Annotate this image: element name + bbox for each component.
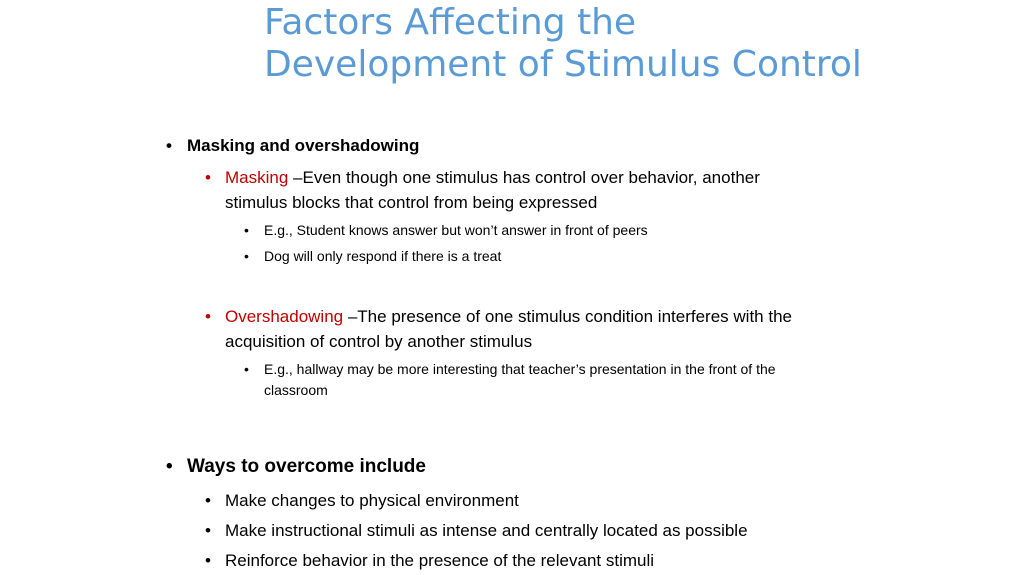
way-item-3: Reinforce behavior in the presence of the relevant stimuli bbox=[225, 551, 655, 570]
bullet-glyph: • bbox=[205, 168, 211, 187]
masking-text: –Even though one stimulus has control over behavior, another stimulus blocks that control from being expressed bbox=[225, 168, 760, 212]
bullet-glyph: • bbox=[205, 551, 211, 570]
masking-term: Masking bbox=[225, 168, 289, 187]
bullet-glyph: • bbox=[205, 491, 211, 510]
slide-title: Factors Affecting the Development of Stimulus Control bbox=[264, 2, 862, 85]
section-heading-ways-to-overcome: Ways to overcome include bbox=[187, 456, 426, 477]
overshadowing-text: –The presence of one stimulus condition interferes with the acquisition of control by another stimulus bbox=[225, 307, 792, 351]
bullet-glyph: • bbox=[166, 456, 173, 477]
way-item-2: Make instructional stimuli as intense and centrally located as possible bbox=[225, 521, 748, 540]
bullet-glyph: • bbox=[244, 361, 249, 377]
section-heading-masking-overshadowing: Masking and overshadowing bbox=[187, 136, 420, 155]
way-item-1: Make changes to physical environment bbox=[225, 491, 519, 510]
bullet-glyph: • bbox=[205, 307, 211, 326]
bullet-glyph: • bbox=[166, 136, 172, 155]
bullet-glyph: • bbox=[244, 248, 249, 264]
bullet-glyph: • bbox=[205, 521, 211, 540]
bullet-glyph: • bbox=[244, 222, 249, 238]
overshadowing-term: Overshadowing bbox=[225, 307, 344, 326]
masking-definition bbox=[225, 165, 805, 215]
overshadowing-definition bbox=[225, 304, 825, 354]
masking-example-1: E.g., Student knows answer but won’t answer in front of peers bbox=[264, 222, 648, 238]
masking-example-2: Dog will only respond if there is a treat bbox=[264, 248, 502, 264]
overshadowing-example-1: E.g., hallway may be more interesting that teacher’s presentation in the front of the classroom bbox=[264, 361, 776, 398]
